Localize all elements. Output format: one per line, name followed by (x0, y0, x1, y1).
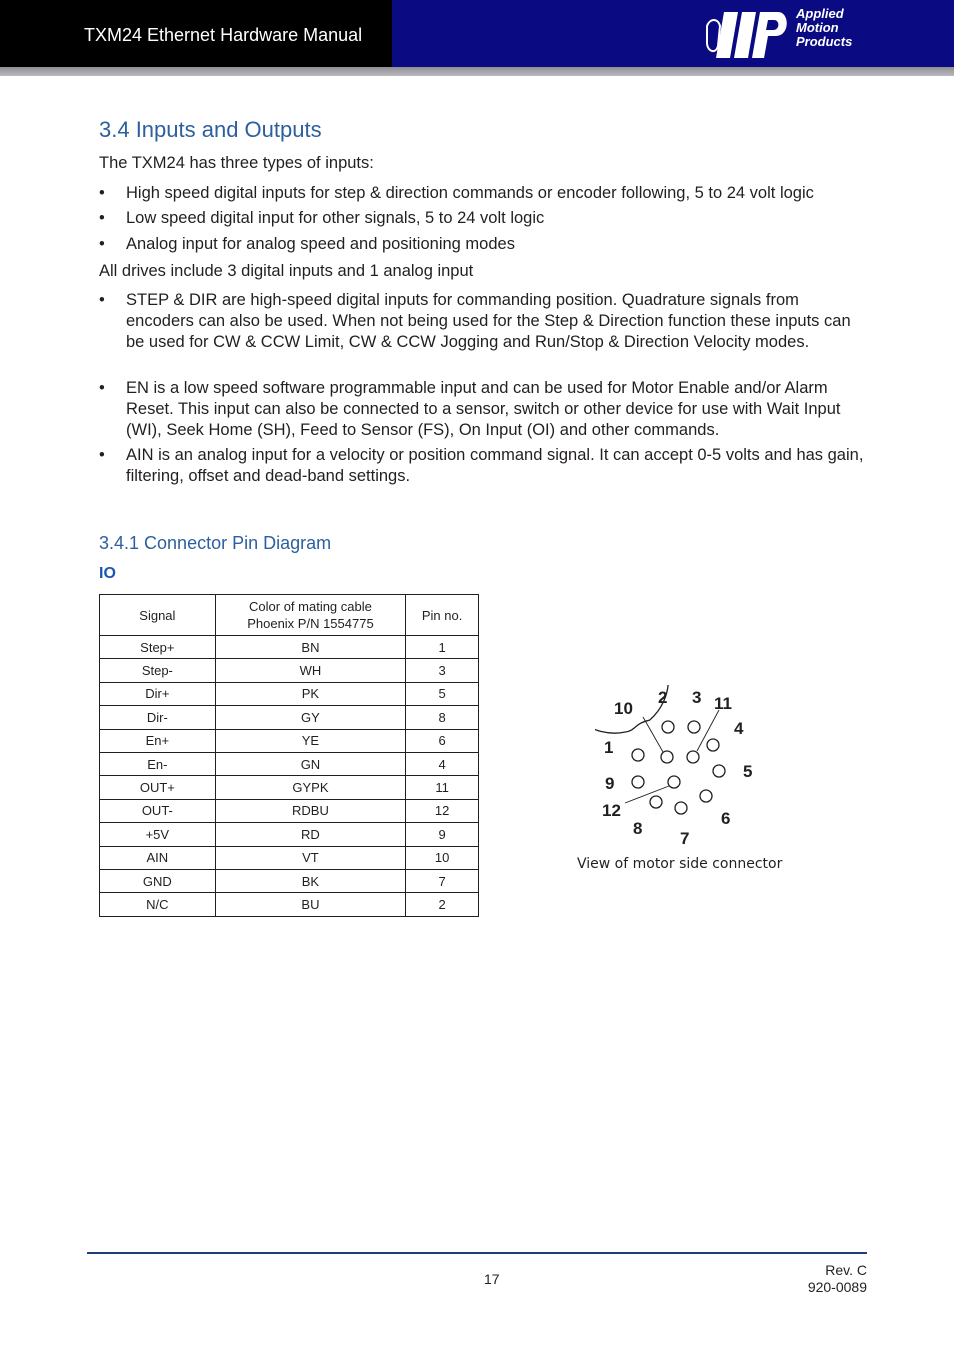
bullet-marker: • (99, 209, 105, 227)
color-cell: RD (215, 823, 405, 846)
pin-label-7: 7 (680, 829, 690, 848)
signal-cell: OUT- (100, 799, 216, 822)
pin-label-3: 3 (692, 688, 702, 707)
bullet-marker: • (99, 446, 105, 464)
connector-face-drawing (595, 685, 765, 850)
pin-hole (661, 751, 673, 763)
table-row (100, 823, 479, 846)
signal-cell: Dir+ (100, 682, 216, 705)
logo-line-3: Products (796, 34, 853, 49)
pin-label-2: 2 (658, 688, 668, 707)
color-cell: GY (215, 706, 405, 729)
document-number: 920-0089 (807, 1279, 867, 1295)
header-pin-number: Pin no. (406, 595, 479, 636)
revision-block (808, 1262, 867, 1296)
color-cell: BK (215, 869, 405, 892)
table-row (100, 659, 479, 682)
signal-cell: Step- (100, 659, 216, 682)
table-header-row (100, 595, 479, 636)
section-heading: 3.4 Inputs and Outputs (99, 117, 322, 142)
table-row (100, 729, 479, 752)
pin-cell: 5 (406, 682, 479, 705)
logo-line-1: Applied (796, 6, 844, 21)
pin-label-4: 4 (734, 719, 744, 738)
pin-hole (713, 765, 725, 777)
pin-hole (632, 749, 644, 761)
color-cell: GN (215, 752, 405, 775)
logo-wordmark (796, 7, 852, 49)
io-label: IO (99, 565, 116, 582)
bullet-marker: • (99, 184, 105, 202)
pin-label-6: 6 (721, 809, 731, 828)
signal-cell: Dir- (100, 706, 216, 729)
input-detail-text: AIN is an analog input for a velocity or position command signal. It can accept 0-5 volts and has gain, filtering, offset and dead-band settings. (126, 446, 864, 485)
table-row (100, 706, 479, 729)
header-cable-color (215, 595, 405, 636)
table-row (100, 846, 479, 869)
section-intro: The TXM24 has three types of inputs: (99, 154, 374, 172)
color-cell: WH (215, 659, 405, 682)
input-type-text: High speed digital inputs for step & direction commands or encoder following, 5 to 24 volt logic (126, 184, 814, 202)
logo-line-2: Motion (796, 20, 839, 35)
bullet-marker: • (99, 291, 105, 309)
pin-hole (662, 721, 674, 733)
input-type-text: Analog input for analog speed and positioning modes (126, 235, 515, 253)
company-logo (704, 6, 874, 62)
pin-label-1: 1 (604, 738, 614, 757)
pin-cell: 7 (406, 869, 479, 892)
color-cell: PK (215, 682, 405, 705)
pin-cell: 8 (406, 706, 479, 729)
color-cell: BU (215, 893, 405, 916)
pin-cell: 10 (406, 846, 479, 869)
page-header (0, 0, 954, 68)
pin-hole (650, 796, 662, 808)
pin-label-10: 10 (614, 699, 633, 718)
pin-hole (688, 721, 700, 733)
pin-cell: 12 (406, 799, 479, 822)
signal-cell: En- (100, 752, 216, 775)
pin-cell: 11 (406, 776, 479, 799)
pin-cell: 9 (406, 823, 479, 846)
input-detail-text: EN is a low speed software programmable input and can be used for Motor Enable and/or Alarm Reset. This input can also be connected to a sensor, switch or other device for use with Wait Input (WI), Seek Home (SH), Feed to Sensor (FS), On Input (OI) and other commands. (126, 379, 841, 439)
bullet-marker: • (99, 235, 105, 253)
footer-divider (87, 1252, 867, 1254)
signal-cell: +5V (100, 823, 216, 846)
diagram-caption: View of motor side connector (577, 856, 783, 872)
header-divider-stripe (0, 67, 954, 76)
pin-label-11: 11 (714, 694, 732, 713)
signal-cell: GND (100, 869, 216, 892)
pin-hole (700, 790, 712, 802)
subsection-heading: 3.4.1 Connector Pin Diagram (99, 533, 332, 553)
color-cell: GYPK (215, 776, 405, 799)
pin-hole (687, 751, 699, 763)
logo-mark-icon (704, 6, 796, 62)
connector-pin-diagram (595, 685, 765, 850)
input-type-text: Low speed digital input for other signals, 5 to 24 volt logic (126, 209, 545, 227)
table-row (100, 799, 479, 822)
table-row (100, 636, 479, 659)
table-row (100, 869, 479, 892)
signal-cell: AIN (100, 846, 216, 869)
pin-cell: 4 (406, 752, 479, 775)
pin-label-5: 5 (743, 762, 753, 781)
pin-cell: 1 (406, 636, 479, 659)
revision-label: Rev. C (825, 1262, 867, 1278)
pin-hole (668, 776, 680, 788)
pin-hole (707, 739, 719, 751)
pin-hole (675, 802, 687, 814)
table-row (100, 682, 479, 705)
pin-label-9: 9 (605, 774, 615, 793)
signal-cell: En+ (100, 729, 216, 752)
table-row (100, 893, 479, 916)
color-cell: VT (215, 846, 405, 869)
table-row (100, 776, 479, 799)
inputs-summary: All drives include 3 digital inputs and 1 analog input (99, 262, 474, 280)
pin-cell: 3 (406, 659, 479, 682)
io-pin-table (99, 594, 479, 917)
color-cell: BN (215, 636, 405, 659)
table-row (100, 752, 479, 775)
header-cable-color-line-2: Phoenix P/N 1554775 (247, 616, 374, 631)
color-cell: RDBU (215, 799, 405, 822)
bullet-marker: • (99, 379, 105, 397)
pin-cell: 6 (406, 729, 479, 752)
pin-hole (632, 776, 644, 788)
header-signal: Signal (100, 595, 216, 636)
signal-cell: OUT+ (100, 776, 216, 799)
header-cable-color-line-1: Color of mating cable (249, 599, 372, 614)
pin-label-12: 12 (602, 801, 621, 820)
page-number: 17 (484, 1271, 500, 1287)
color-cell: YE (215, 729, 405, 752)
pin-label-8: 8 (633, 819, 643, 838)
manual-title: TXM24 Ethernet Hardware Manual (84, 25, 363, 45)
signal-cell: N/C (100, 893, 216, 916)
signal-cell: Step+ (100, 636, 216, 659)
pin-cell: 2 (406, 893, 479, 916)
input-detail-text: STEP & DIR are high-speed digital inputs for commanding position. Quadrature signals from encoders can also be used. When not being used for the Step & Direction function these inputs can be used for CW & CCW Limit, CW & CCW Jogging and Run/Stop & Direction Velocity modes. (126, 291, 851, 351)
